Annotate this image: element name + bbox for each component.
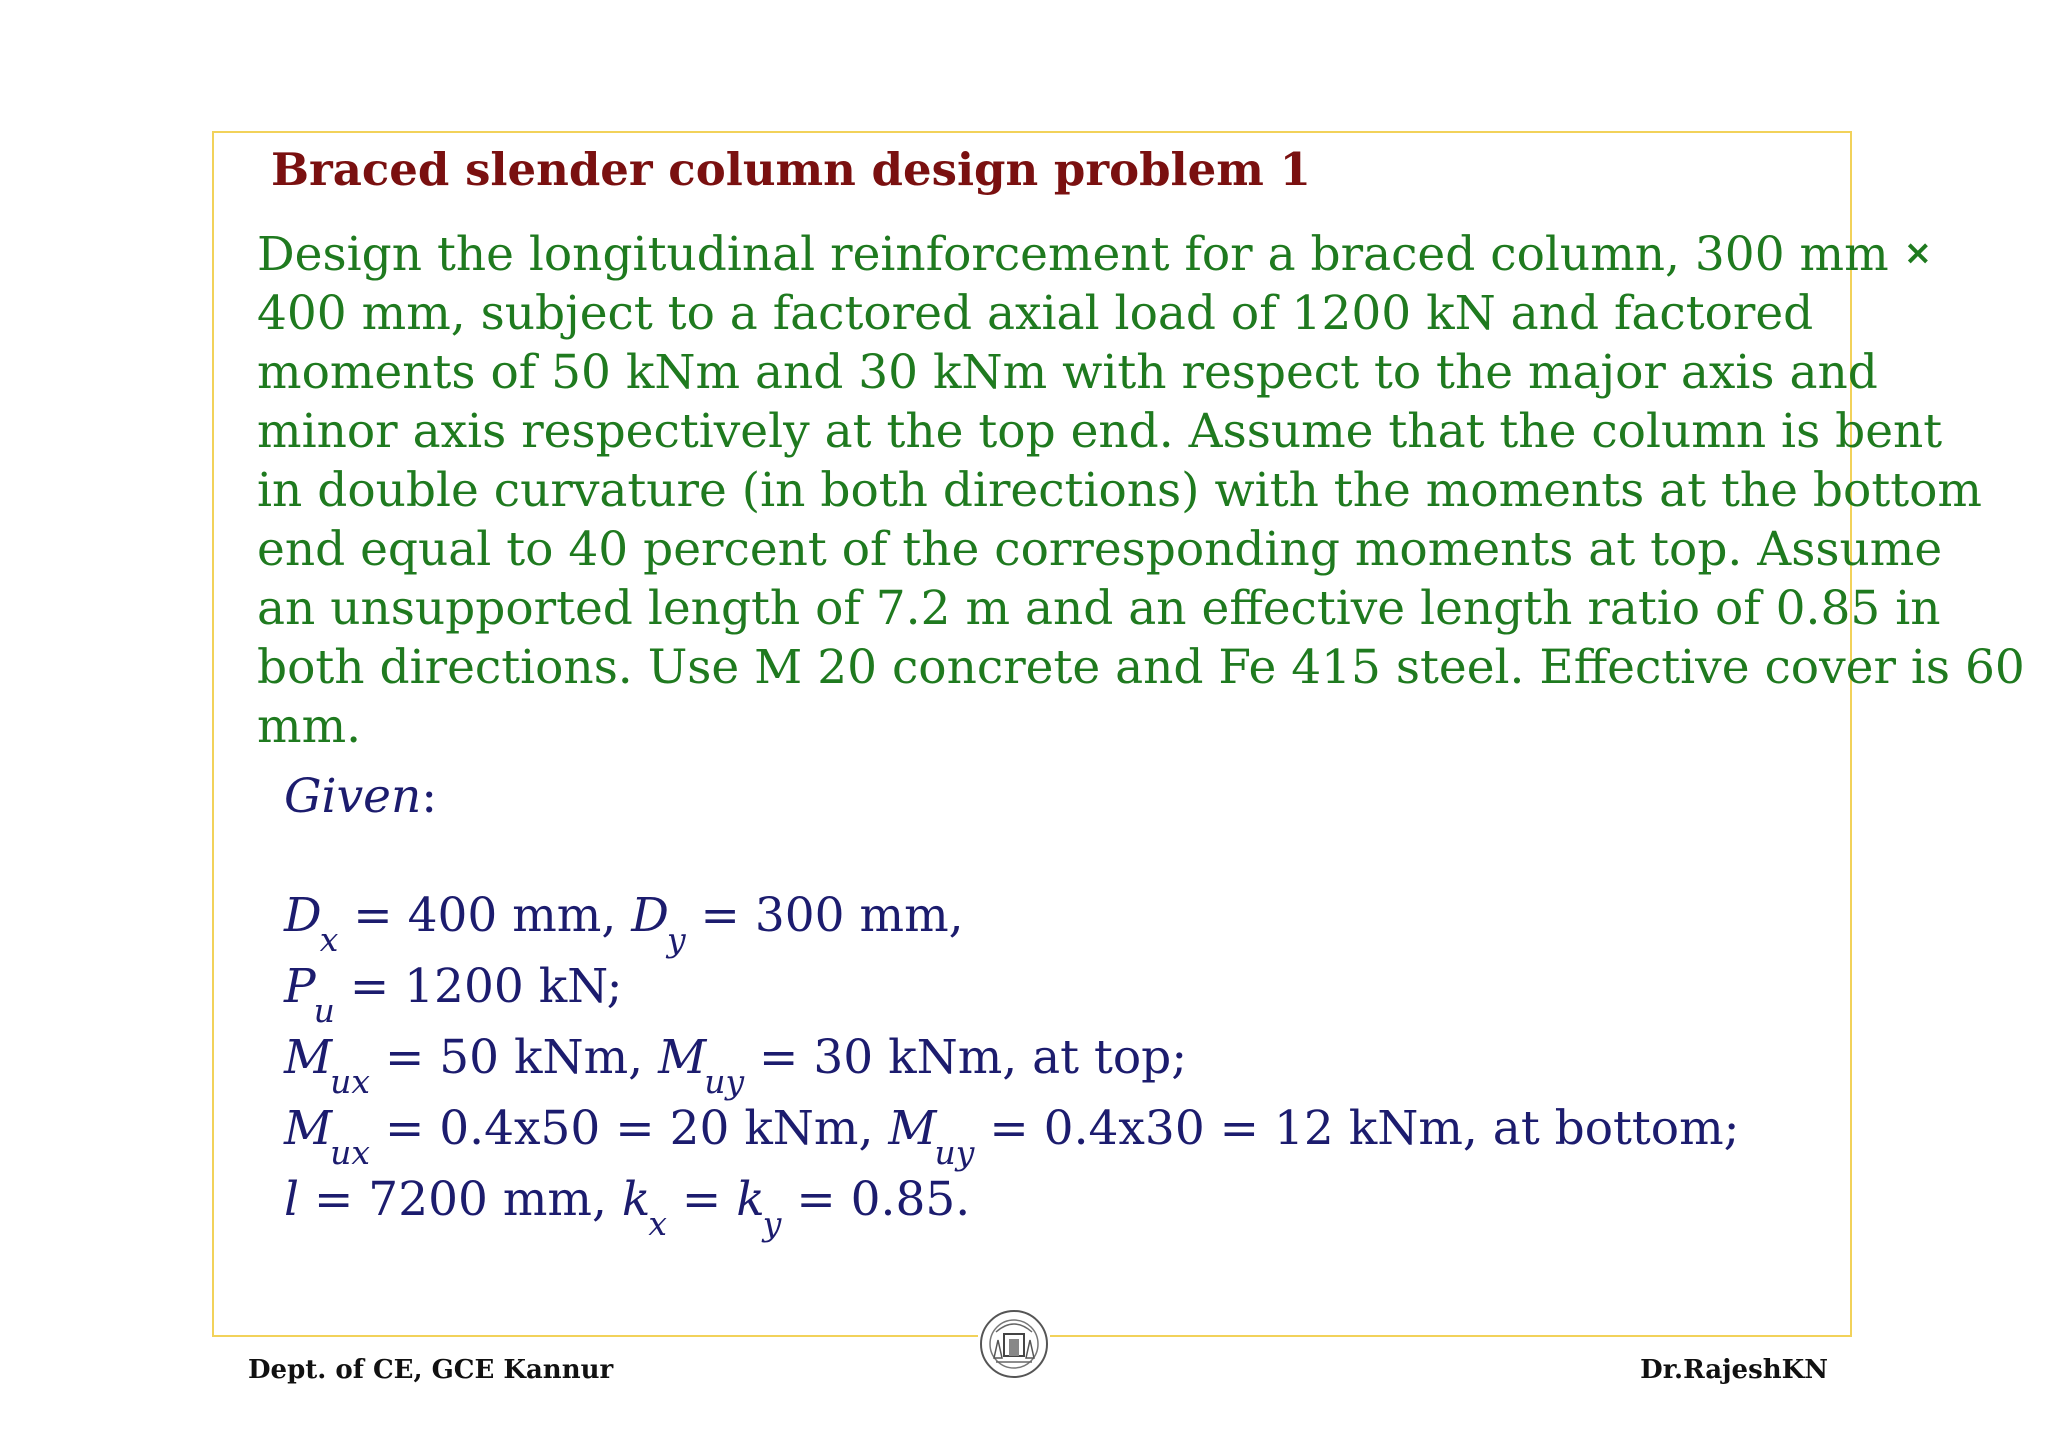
- problem-line: in double curvature (in both directions) with the moments at the bottom: [257, 463, 1982, 518]
- given-heading: [284, 767, 437, 827]
- eq-text: = 50 kNm,: [370, 1030, 659, 1085]
- eq-text: = 1200 kN;: [334, 959, 623, 1014]
- problem-line: both directions. Use M 20 concrete and Fe 415 steel. Effective cover is 60: [257, 640, 2025, 695]
- var-k: k: [621, 1172, 651, 1227]
- given-equations: [284, 880, 1740, 1243]
- var-l: l: [284, 1172, 300, 1227]
- equation-dimensions: [284, 880, 1740, 959]
- sub-ux: ux: [330, 1062, 370, 1101]
- var-m: M: [658, 1030, 707, 1085]
- sub-y: y: [762, 1204, 782, 1243]
- var-m: M: [284, 1030, 333, 1085]
- var-m: M: [284, 1101, 333, 1156]
- sub-u: u: [313, 991, 335, 1030]
- eq-text: = 30 kNm, at top;: [744, 1030, 1188, 1085]
- equation-moments-top: [284, 1022, 1740, 1101]
- given-colon: :: [421, 769, 438, 824]
- equation-moments-bottom: [284, 1093, 1740, 1172]
- problem-statement: [257, 224, 2025, 756]
- sub-uy: uy: [704, 1062, 745, 1101]
- eq-text: = 400 mm,: [338, 888, 632, 943]
- eq-text: = 0.4x50 = 20 kNm,: [370, 1101, 889, 1156]
- footer-department: Dept. of CE, GCE Kannur: [248, 1355, 614, 1385]
- sub-uy: uy: [934, 1133, 975, 1172]
- times-symbol: ×: [1903, 233, 1933, 273]
- eq-text: = 300 mm,: [685, 888, 964, 943]
- problem-line: moments of 50 kNm and 30 kNm with respect to the major axis and: [257, 345, 1878, 400]
- sub-x: x: [319, 920, 339, 959]
- var-d: D: [284, 888, 322, 943]
- var-d: D: [631, 888, 669, 943]
- sub-ux: ux: [330, 1133, 370, 1172]
- slide-title: Braced slender column design problem 1: [271, 143, 1311, 196]
- sub-x: x: [648, 1204, 667, 1243]
- eq-text: = 0.85.: [781, 1172, 971, 1227]
- problem-line-text: Design the longitudinal reinforcement for a braced column, 300 mm: [257, 227, 1889, 282]
- equation-length: [284, 1164, 1740, 1243]
- sub-y: y: [666, 920, 686, 959]
- var-k: k: [736, 1172, 765, 1227]
- var-m: M: [888, 1101, 937, 1156]
- problem-line: [257, 224, 1933, 284]
- college-logo: [978, 1308, 1050, 1380]
- problem-line: 400 mm, subject to a factored axial load of 1200 kN and factored: [257, 286, 1814, 341]
- footer-author: Dr.RajeshKN: [1640, 1355, 1828, 1385]
- equation-axial-load: [284, 951, 1740, 1030]
- var-p: P: [284, 959, 316, 1014]
- problem-line: mm.: [257, 699, 362, 754]
- eq-text: = 0.4x30 = 12 kNm, at bottom;: [974, 1101, 1740, 1156]
- given-label: Given: [284, 769, 422, 824]
- problem-line: minor axis respectively at the top end. Assume that the column is bent: [257, 404, 1943, 459]
- problem-line: end equal to 40 percent of the corresponding moments at top. Assume: [257, 522, 1943, 577]
- eq-text: =: [666, 1172, 737, 1227]
- problem-line: an unsupported length of 7.2 m and an effective length ratio of 0.85 in: [257, 581, 1941, 636]
- eq-text: = 7200 mm,: [299, 1172, 622, 1227]
